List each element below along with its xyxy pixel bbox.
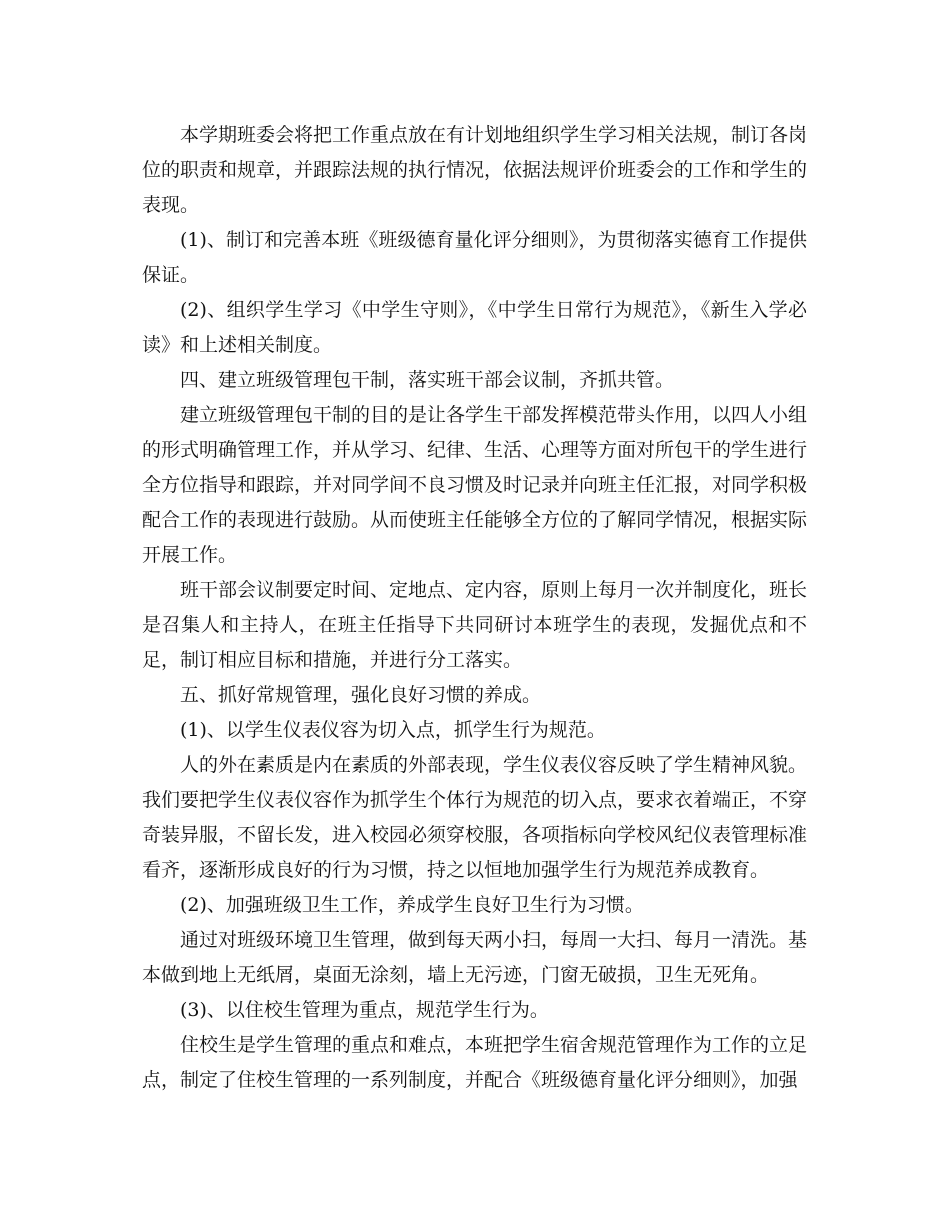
subheading-appearance: (1)、以学生仪表仪容为切入点，抓学生行为规范。 bbox=[180, 719, 606, 741]
paragraph-intro: 本学期班委会将把工作重点放在有计划地组织学生学习相关法规，制订各岗位的职责和规章，并跟踪法规的执行情况，依据法规评价班委会的工作和学生的表现。 bbox=[142, 124, 808, 216]
paragraph-boarding-body: 住校生是学生管理的重点和难点，本班把学生宿舍规范管理作为工作的立足点，制定了住校生管理的一系列制度，并配合《班级德育量化评分细则》，加强 bbox=[142, 1034, 808, 1091]
paragraph-section-4-body: 建立班级管理包干制的目的是让各学生干部发挥模范带头作用，以四人小组的形式明确管理工作，并从学习、纪律、生活、心理等方面对所包干的学生进行全方位指导和跟踪，并对同学间不良习惯及时记录并向班主任汇报，对同学积极配合工作的表现进行鼓励。从而使班主任能够全方位的了解同学情况，根据实际开展工作。 bbox=[142, 404, 808, 566]
paragraph-meeting-system: 班干部会议制要定时间、定地点、定内容，原则上每月一次并制度化，班长是召集人和主持人，在班主任指导下共同研讨本班学生的表现，发掘优点和不足，制订相应目标和措施，并进行分工落实。 bbox=[142, 579, 808, 671]
paragraph-appearance-body: 人的外在素质是内在素质的外部表现，学生仪表仪容反映了学生精神风貌。我们要把学生仪表仪容作为抓学生个体行为规范的切入点，要求衣着端正，不穿奇装异服，不留长发，进入校园必须穿校服，各项指标向学校风纪仪表管理标准看齐，逐渐形成良好的行为习惯，持之以恒地加强学生行为规范养成教育。 bbox=[142, 754, 808, 881]
paragraph-hygiene-body: 通过对班级环境卫生管理，做到每天两小扫，每周一大扫、每月一清洗。基本做到地上无纸屑，桌面无涂刻，墙上无污迹，门窗无破损，卫生无死角。 bbox=[142, 929, 808, 986]
section-heading-5: 五、抓好常规管理，强化良好习惯的养成。 bbox=[180, 684, 542, 706]
section-heading-4: 四、建立班级管理包干制，落实班干部会议制，齐抓共管。 bbox=[180, 369, 675, 391]
paragraph-item-1: (1)、制订和完善本班《班级德育量化评分细则》，为贯彻落实德育工作提供保证。 bbox=[142, 229, 807, 286]
subheading-boarding: (3)、以住校生管理为重点，规范学生行为。 bbox=[180, 999, 549, 1021]
subheading-hygiene: (2)、加强班级卫生工作，养成学生良好卫生行为习惯。 bbox=[180, 894, 644, 916]
document-body bbox=[142, 118, 807, 1098]
paragraph-item-2: (2)、组织学生学习《中学生守则》，《中学生日常行为规范》，《新生入学必读》和上述相关制度。 bbox=[142, 299, 807, 356]
